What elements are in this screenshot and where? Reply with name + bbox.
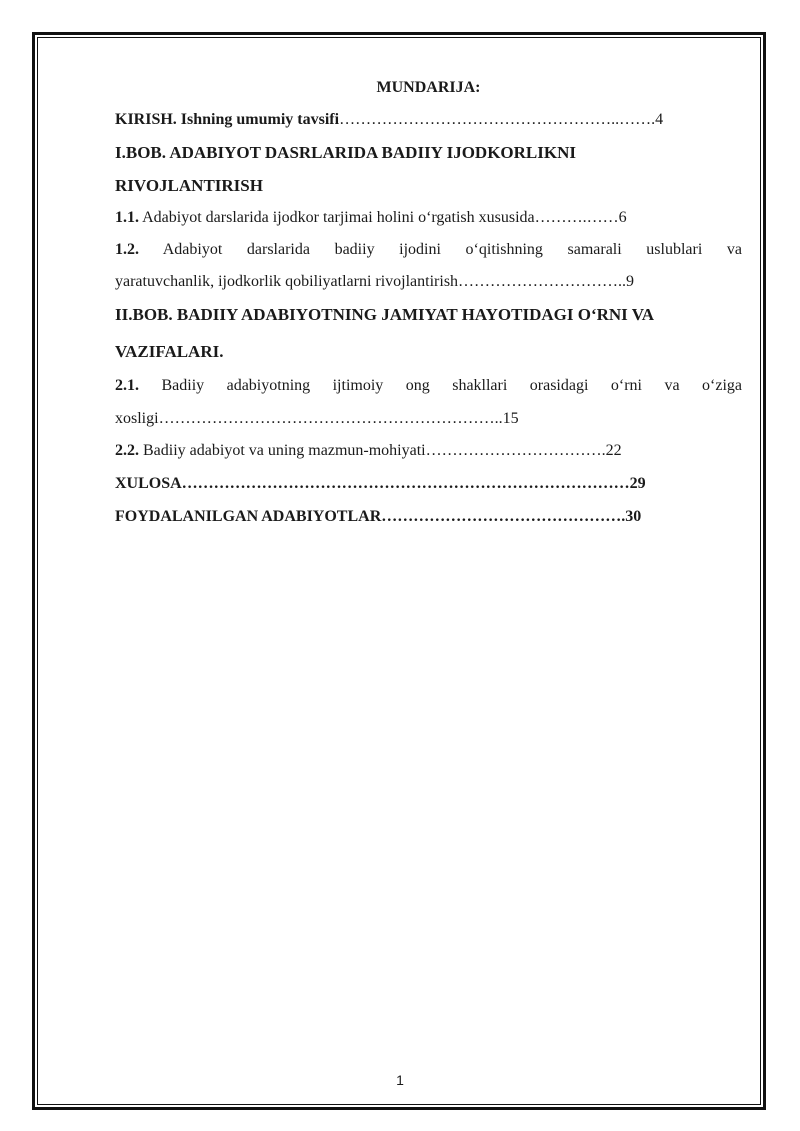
toc-chapter-1-line1: I.BOB. ADABIYOT DASRLARIDA BADIIY IJODKORLIKNI <box>115 143 576 162</box>
toc-entry-number: 2.1. <box>115 377 139 394</box>
toc-chapter-2-line2: VAZIFALARI. <box>115 342 224 361</box>
toc-entry-2-2 <box>115 441 742 461</box>
toc-chapter-1-line2: RIVOJLANTIRISH <box>115 176 263 195</box>
toc-entry-references: FOYDALANILGAN ADABIYOTLAR……………………………………….30 <box>115 508 642 525</box>
page-border-inner <box>37 37 761 1105</box>
toc-entry-2-1-line2: xosligi………………………………………………………..15 <box>115 410 519 427</box>
toc-entry-1-2-line1 <box>115 240 742 260</box>
toc-entry-label: KIRISH. Ishning umumiy tavsifi <box>115 111 340 128</box>
toc-title: MUNDARIJA: <box>376 79 481 96</box>
toc-entry-number: 1.1. <box>115 209 139 226</box>
toc-chapter-2-line1: II.BOB. BADIIY ADABIYOTNING JAMIYAT HAYOTIDAGI O‘RNI VA <box>115 305 655 324</box>
toc-entry-number: 2.2. <box>115 442 139 459</box>
toc-entry-2-1-line1 <box>115 376 742 396</box>
toc-entry-text: Adabiyot darslarida badiiy ijodini o‘qitishning samarali uslublari va <box>162 241 742 258</box>
toc-entry-1-2-line2: yaratuvchanlik, ijodkorlik qobiliyatlarni rivojlantirish…………………………..9 <box>115 273 635 290</box>
toc-entry-1-1 <box>115 208 742 228</box>
toc-entry-text: Badiiy adabiyotning ijtimoiy ong shakllari orasidagi o‘rni va o‘ziga <box>161 377 743 394</box>
toc-entry-number: 1.2. <box>115 241 139 258</box>
page-number: 1 <box>396 1072 404 1088</box>
toc-entry-text: Adabiyot darslarida ijodkor tarjimai holini o‘rgatish xususida……….……6 <box>142 209 627 226</box>
toc-entry-kirish <box>115 110 742 130</box>
toc-entry-xulosa: XULOSA…………………………………………………………………………29 <box>115 475 646 492</box>
toc-entry-text: Badiiy adabiyot va uning mazmun-mohiyati…………………………….22 <box>143 442 622 459</box>
toc-entry-leader: ……………………………………………..…….4 <box>339 111 664 128</box>
